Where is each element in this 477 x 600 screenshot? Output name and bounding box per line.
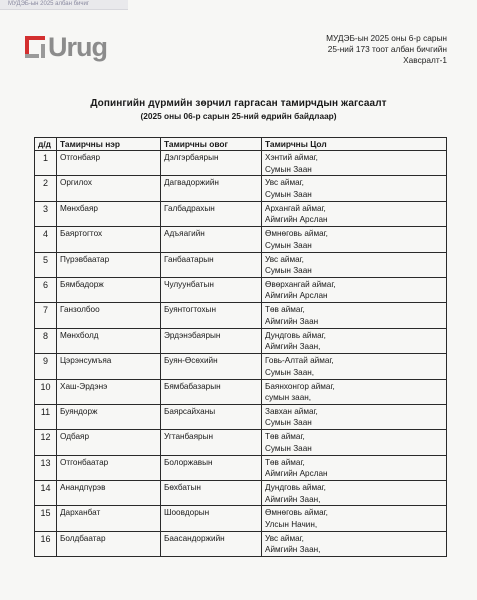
row-index: 16	[35, 531, 57, 556]
rank-province: Өмнөговь аймаг,	[265, 229, 328, 239]
rank-title: Улсын Начин,	[265, 519, 318, 529]
document-reference	[326, 33, 447, 66]
athlete-surname: Ганбаатарын	[161, 252, 262, 277]
table-row	[35, 303, 447, 328]
table-row	[35, 151, 447, 176]
rank-province: Төв аймаг,	[265, 432, 305, 442]
logo-text: Urug	[48, 31, 107, 62]
row-index: 15	[35, 506, 57, 531]
athlete-name: Мөнхбаяр	[57, 201, 161, 226]
urug-logo-icon	[25, 36, 45, 58]
table-row	[35, 277, 447, 302]
athlete-surname: Дэлгэрбаярын	[161, 151, 262, 176]
athlete-surname: Дагвадоржийн	[161, 176, 262, 201]
rank-province: Өвөрхангай аймаг,	[265, 279, 336, 289]
row-index: 7	[35, 303, 57, 328]
athlete-name: Хаш-Эрдэнэ	[57, 379, 161, 404]
rank-title: Аймгийн Арслан	[265, 469, 328, 479]
rank-province: Увс аймаг,	[265, 533, 304, 543]
rank-province: Завхан аймаг,	[265, 406, 318, 416]
athlete-rank	[262, 481, 447, 506]
athlete-rank	[262, 303, 447, 328]
table-row	[35, 379, 447, 404]
row-index: 3	[35, 201, 57, 226]
top-strip-text: МУДЭБ-ын 2025 албан бичиг	[8, 1, 90, 7]
table-row	[35, 201, 447, 226]
row-index: 12	[35, 430, 57, 455]
row-index: 5	[35, 252, 57, 277]
athlete-surname: Бөхбатын	[161, 481, 262, 506]
table-row	[35, 506, 447, 531]
table-row	[35, 481, 447, 506]
rank-title: Сумын Заан	[265, 418, 312, 428]
athlete-surname: Баярсайханы	[161, 404, 262, 429]
athlete-rank	[262, 531, 447, 556]
athlete-name: Цэрэнсумъяа	[57, 354, 161, 379]
rank-province: Баянхонгор аймаг,	[265, 381, 335, 391]
table-row	[35, 354, 447, 379]
athlete-name: Буяндорж	[57, 404, 161, 429]
athlete-rank	[262, 379, 447, 404]
athlete-name: Баяртогтох	[57, 227, 161, 252]
top-strip	[0, 0, 128, 10]
rank-title: Сумын Заан	[265, 189, 312, 199]
athlete-rank	[262, 201, 447, 226]
header-surname: Тамирчны овог	[161, 138, 262, 151]
table-row	[35, 252, 447, 277]
rank-title: Сумын Заан	[265, 266, 312, 276]
athlete-surname: Болоржавын	[161, 455, 262, 480]
rank-province: Увс аймаг,	[265, 254, 304, 264]
rank-title: Сумын Заан,	[265, 367, 315, 377]
document-subtitle: (2025 оны 06-р сарын 25-ний өдрийн байдлаар)	[140, 111, 337, 121]
athlete-surname: Чулуунбатын	[161, 277, 262, 302]
athlete-name: Одбаяр	[57, 430, 161, 455]
rank-title: Аймгийн Арслан	[265, 291, 328, 301]
rank-title: Аймгийн Заан	[265, 316, 319, 326]
athlete-surname: Угтанбаярын	[161, 430, 262, 455]
reference-line-1: МУДЭБ-ын 2025 оны 6-р сарын	[326, 33, 447, 43]
athlete-name: Анандпүрэв	[57, 481, 161, 506]
athlete-name: Отгонбаяр	[57, 151, 161, 176]
table-row	[35, 455, 447, 480]
athlete-name: Ганзолбоо	[57, 303, 161, 328]
athlete-surname: Баасандоржийн	[161, 531, 262, 556]
athlete-name: Отгонбаатар	[57, 455, 161, 480]
row-index: 10	[35, 379, 57, 404]
table-row	[35, 328, 447, 353]
reference-line-3: Хавсралт-1	[403, 55, 447, 65]
reference-line-2: 25-ний 173 тоот албан бичгийн	[327, 44, 447, 54]
rank-province: Увс аймаг,	[265, 178, 304, 188]
row-index: 6	[35, 277, 57, 302]
rank-title: Сумын Заан	[265, 443, 312, 453]
athlete-rank	[262, 277, 447, 302]
rank-province: Архангай аймаг,	[265, 203, 326, 213]
athlete-name: Дарханбат	[57, 506, 161, 531]
athlete-surname: Адъяагийн	[161, 227, 262, 252]
athlete-rank	[262, 506, 447, 531]
table-row	[35, 430, 447, 455]
rank-title: сумын заан,	[265, 393, 312, 403]
table-row	[35, 404, 447, 429]
athlete-name: Мөнхболд	[57, 328, 161, 353]
rank-title: Сумын Заан	[265, 164, 312, 174]
urug-logo	[25, 32, 107, 62]
athlete-name: Бямбадорж	[57, 277, 161, 302]
rank-province: Дундговь аймаг,	[265, 330, 326, 340]
row-index: 4	[35, 227, 57, 252]
athlete-rank	[262, 328, 447, 353]
row-index: 2	[35, 176, 57, 201]
document-title: Допингийн дүрмийн зөрчил гаргасан тамирчдын жагсаалт	[90, 98, 387, 109]
athlete-rank	[262, 151, 447, 176]
row-index: 8	[35, 328, 57, 353]
athlete-rank	[262, 176, 447, 201]
athlete-table	[34, 137, 447, 557]
rank-province: Төв аймаг,	[265, 305, 305, 315]
athlete-rank	[262, 455, 447, 480]
athlete-name: Пүрэвбаатар	[57, 252, 161, 277]
table-row	[35, 227, 447, 252]
rank-province: Говь-Алтай аймаг,	[265, 356, 334, 366]
rank-province: Өмнөговь аймаг,	[265, 508, 328, 518]
athlete-rank	[262, 430, 447, 455]
athlete-surname: Эрдэнэбаярын	[161, 328, 262, 353]
rank-province: Төв аймаг,	[265, 457, 305, 467]
rank-title: Аймгийн Заан,	[265, 545, 321, 555]
athlete-rank	[262, 404, 447, 429]
athlete-name: Оргилох	[57, 176, 161, 201]
athlete-surname: Буянтогтохын	[161, 303, 262, 328]
athlete-rank	[262, 252, 447, 277]
table-header-row	[35, 138, 447, 151]
rank-province: Дундговь аймаг,	[265, 483, 326, 493]
rank-province: Хэнтий аймаг,	[265, 153, 318, 162]
row-index: 14	[35, 481, 57, 506]
row-index: 13	[35, 455, 57, 480]
athlete-rank	[262, 227, 447, 252]
header-rank: Тамирчны Цол	[262, 138, 447, 151]
rank-title: Аймгийн Заан,	[265, 494, 321, 504]
athlete-surname: Буян-Өсөхийн	[161, 354, 262, 379]
row-index: 11	[35, 404, 57, 429]
athlete-name: Болдбаатар	[57, 531, 161, 556]
header-name: Тамирчны нэр	[57, 138, 161, 151]
rank-title: Сумын Заан	[265, 240, 312, 250]
athlete-surname: Бямбабазарын	[161, 379, 262, 404]
athlete-surname: Шоовдорын	[161, 506, 262, 531]
rank-title: Аймгийн Арслан	[265, 215, 328, 225]
row-index: 9	[35, 354, 57, 379]
header-index: д/д	[35, 138, 57, 151]
table-row	[35, 176, 447, 201]
athlete-rank	[262, 354, 447, 379]
table-row	[35, 531, 447, 556]
row-index: 1	[35, 151, 57, 176]
rank-title: Аймгийн Заан,	[265, 342, 321, 352]
athlete-surname: Галбадрахын	[161, 201, 262, 226]
